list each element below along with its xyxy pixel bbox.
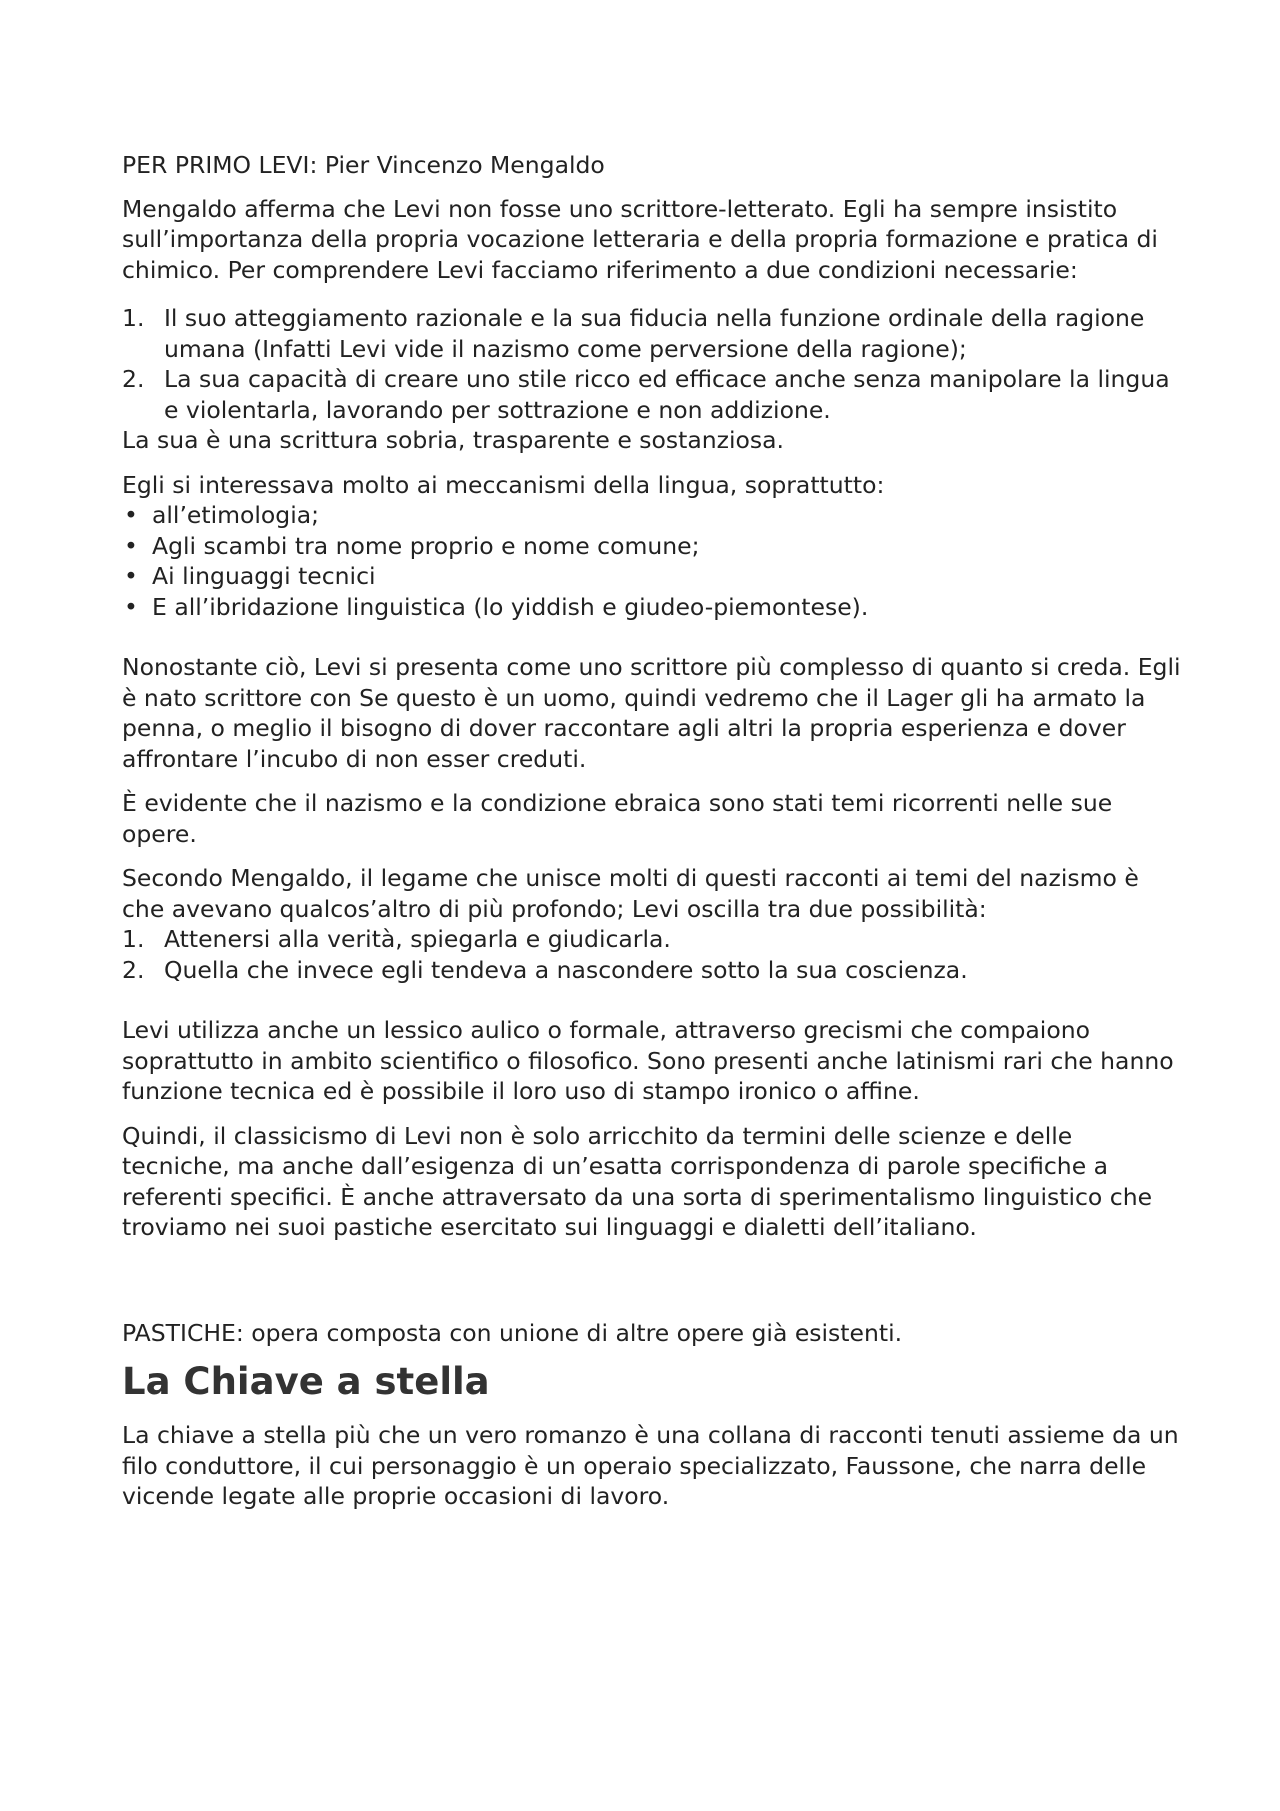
paragraph-mengaldo: Secondo Mengaldo, il legame che unisce molti di questi racconti ai temi del nazismo è che avevano qualcos’altro di più profondo; Levi oscilla tra due possibilità: xyxy=(122,864,1139,923)
list-item xyxy=(122,364,1182,425)
intro-paragraph: Mengaldo afferma che Levi non fosse uno scrittore-letterato. Egli ha sempre insistito sull’importanza della propria vocazione letteraria e della propria formazione e pratica di chimico. Per comprendere Levi facciamo riferimento a due condizioni necessarie: xyxy=(122,194,1158,284)
list-item xyxy=(122,531,1182,562)
list-item-text: all’etimologia; xyxy=(152,501,320,529)
list-item-text: Attenersi alla verità, spiegarla e giudicarla. xyxy=(164,925,671,953)
list-number: 1. xyxy=(122,925,145,953)
document-title: PER PRIMO LEVI: Pier Vincenzo Mengaldo xyxy=(122,151,605,179)
conditions-list xyxy=(122,303,1182,425)
bullet-icon: • xyxy=(124,531,138,560)
list-item xyxy=(122,955,1182,986)
list-item-text: La sua capacità di creare uno stile ricco ed efficace anche senza manipolare la lingua e violentarla, lavorando per sottrazione e non addizione. xyxy=(164,365,1170,424)
list-item-text: Agli scambi tra nome proprio e nome comune; xyxy=(152,531,700,560)
section-heading: La Chiave a stella xyxy=(122,1360,490,1403)
paragraph-lexicon: Levi utilizza anche un lessico aulico o formale, attraverso grecismi che compaiono soprattutto in ambito scientifico o filosofico. Sono presenti anche latinismi rari che hanno funzione tecnica ed è possibile il loro uso di stampo ironico o affine. xyxy=(122,1016,1174,1105)
paragraph-classicism: Quindi, il classicismo di Levi non è solo arricchito da termini delle scienze e delle tecniche, ma anche dall’esigenza di un’esatta corrispondenza di parole specifiche a referenti specifici. È anche attraversato da una sorta di sperimentalismo linguistico che troviamo nei suoi pastiche esercitato sui linguaggi e dialetti dell’italiano. xyxy=(122,1121,1153,1241)
list-item xyxy=(122,924,1182,955)
list-item xyxy=(122,500,1182,531)
interests-lead: Egli si interessava molto ai meccanismi della lingua, soprattutto: xyxy=(122,470,885,499)
list-item xyxy=(122,592,1182,623)
list-item xyxy=(122,303,1182,364)
list-item-text: Ai linguaggi tecnici xyxy=(152,562,376,590)
list-number: 2. xyxy=(122,365,145,393)
interests-list xyxy=(122,500,1182,622)
list-number: 2. xyxy=(122,955,145,984)
list-number: 1. xyxy=(122,304,145,332)
pastiche-definition: PASTICHE: opera composta con unione di altre opere già esistenti. xyxy=(122,1318,903,1347)
list-item-text: Il suo atteggiamento razionale e la sua fiducia nella funzione ordinale della ragione umana (Infatti Levi vide il nazismo come perversione della ragione); xyxy=(164,304,1145,363)
list-item-text: Quella che invece egli tendeva a nascondere sotto la sua coscienza. xyxy=(164,955,968,984)
possibilities-list xyxy=(122,924,1182,985)
bullet-icon: • xyxy=(124,562,138,590)
style-summary: La sua è una scrittura sobria, trasparente e sostanziosa. xyxy=(122,426,784,454)
section-paragraph: La chiave a stella più che un vero romanzo è una collana di racconti tenuti assieme da un filo conduttore, il cui personaggio è un operaio specializzato, Faussone, che narra delle vicende legate alle proprie occasioni di lavoro. xyxy=(122,1421,1179,1510)
bullet-icon: • xyxy=(124,501,138,529)
list-item-text: E all’ibridazione linguistica (lo yiddish e giudeo-piemontese). xyxy=(152,592,869,621)
document-page xyxy=(122,150,1182,1512)
paragraph-nazism: È evidente che il nazismo e la condizione ebraica sono stati temi ricorrenti nelle sue opere. xyxy=(122,789,1113,848)
list-item xyxy=(122,561,1182,592)
paragraph-lager: Nonostante ciò, Levi si presenta come uno scrittore più complesso di quanto si creda. Egli è nato scrittore con Se questo è un uomo, quindi vedremo che il Lager gli ha armato la penna, o meglio il bisogno di dover raccontare agli altri la propria esperienza e dover affrontare l’incubo di non esser creduti. xyxy=(122,653,1181,773)
bullet-icon: • xyxy=(124,592,138,621)
